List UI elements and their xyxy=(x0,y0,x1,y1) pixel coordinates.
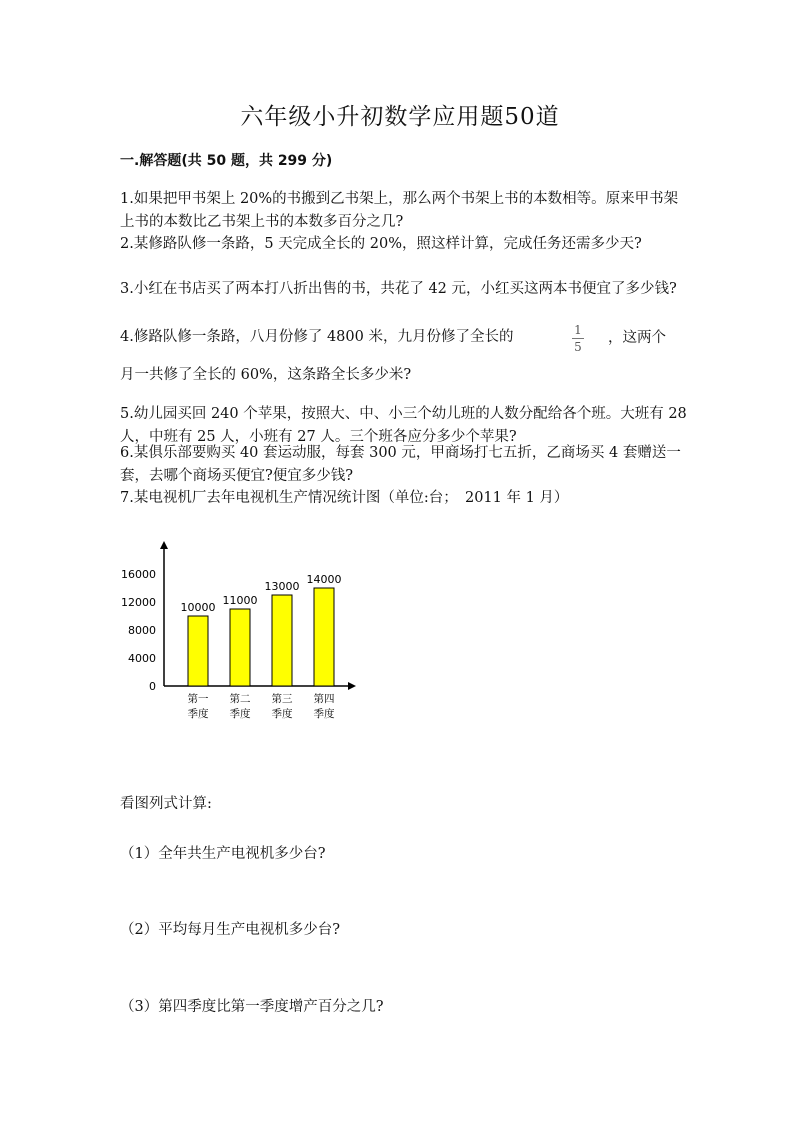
x-tick-label: 第一 xyxy=(187,693,209,705)
production-bar-chart xyxy=(121,535,378,735)
page-title: 六年级小升初数学应用题50道 xyxy=(240,104,560,130)
data-label: 10000 xyxy=(180,601,216,614)
question-4-part3: 月一共修了全长的 60%，这条路全长多少米? xyxy=(120,367,412,383)
x-axis-arrow xyxy=(348,682,356,690)
question-4-part1: 4.修路队修一条路，八月份修了 4800 米，九月份修了全长的 xyxy=(120,329,514,345)
subquestion-3: （3）第四季度比第一季度增产百分之几? xyxy=(120,999,384,1015)
fraction-one-fifth xyxy=(570,323,586,354)
data-label: 14000 xyxy=(306,573,342,586)
bar xyxy=(230,609,250,686)
x-tick-label: 第三 xyxy=(271,693,293,705)
subquestion-2: （2）平均每月生产电视机多少台? xyxy=(120,922,340,938)
question-6: 6.某俱乐部要购买 40 套运动服，每套 300 元，甲商场打七五折，乙商场买 4 套赠送一套，去哪个商场买便宜?便宜多少钱? xyxy=(120,445,681,484)
section-heading: 一.解答题(共 50 题，共 299 分) xyxy=(120,153,333,169)
y-axis-arrow xyxy=(160,541,168,549)
bar xyxy=(314,588,334,686)
instruction-text: 看图列式计算: xyxy=(120,796,212,812)
question-1: 1.如果把甲书架上 20%的书搬到乙书架上，那么两个书架上书的本数相等。原来甲书架上书的本数比乙书架上书的本数多百分之几? xyxy=(120,191,679,230)
y-tick-label: 4000 xyxy=(128,652,156,665)
y-tick-label: 16000 xyxy=(121,568,156,581)
x-tick-label: 季度 xyxy=(187,708,209,720)
bar xyxy=(272,595,292,686)
question-3: 3.小红在书店买了两本打八折出售的书，共花了 42 元，小红买这两本书便宜了多少钱? xyxy=(120,281,677,297)
x-tick-label: 第二 xyxy=(229,693,251,705)
question-7: 7.某电视机厂去年电视机生产情况统计图（单位:台； 2011 年 1 月） xyxy=(120,490,569,506)
question-5: 5.幼儿园买回 240 个苹果，按照大、中、小三个幼儿班的人数分配给各个班。大班有 28 人，中班有 25 人，小班有 27 人。三个班各应分多少个苹果? xyxy=(120,406,687,445)
x-tick-label: 季度 xyxy=(313,708,335,720)
fraction-numerator: 1 xyxy=(574,323,582,337)
question-2: 2.某修路队修一条路，5 天完成全长的 20%，照这样计算，完成任务还需多少天? xyxy=(120,236,642,252)
x-tick-label: 季度 xyxy=(229,708,251,720)
bar xyxy=(188,616,208,686)
x-tick-label: 第四 xyxy=(313,693,335,705)
question-4-part2: ，这两个 xyxy=(608,330,666,346)
fraction-bar xyxy=(572,338,584,339)
data-label: 11000 xyxy=(222,594,258,607)
y-tick-label: 0 xyxy=(149,680,156,693)
data-label: 13000 xyxy=(264,580,300,593)
subquestion-1: （1）全年共生产电视机多少台? xyxy=(120,846,326,862)
fraction-denominator: 5 xyxy=(574,340,582,354)
x-tick-label: 季度 xyxy=(271,708,293,720)
y-tick-label: 8000 xyxy=(128,624,156,637)
y-tick-label: 12000 xyxy=(121,596,156,609)
